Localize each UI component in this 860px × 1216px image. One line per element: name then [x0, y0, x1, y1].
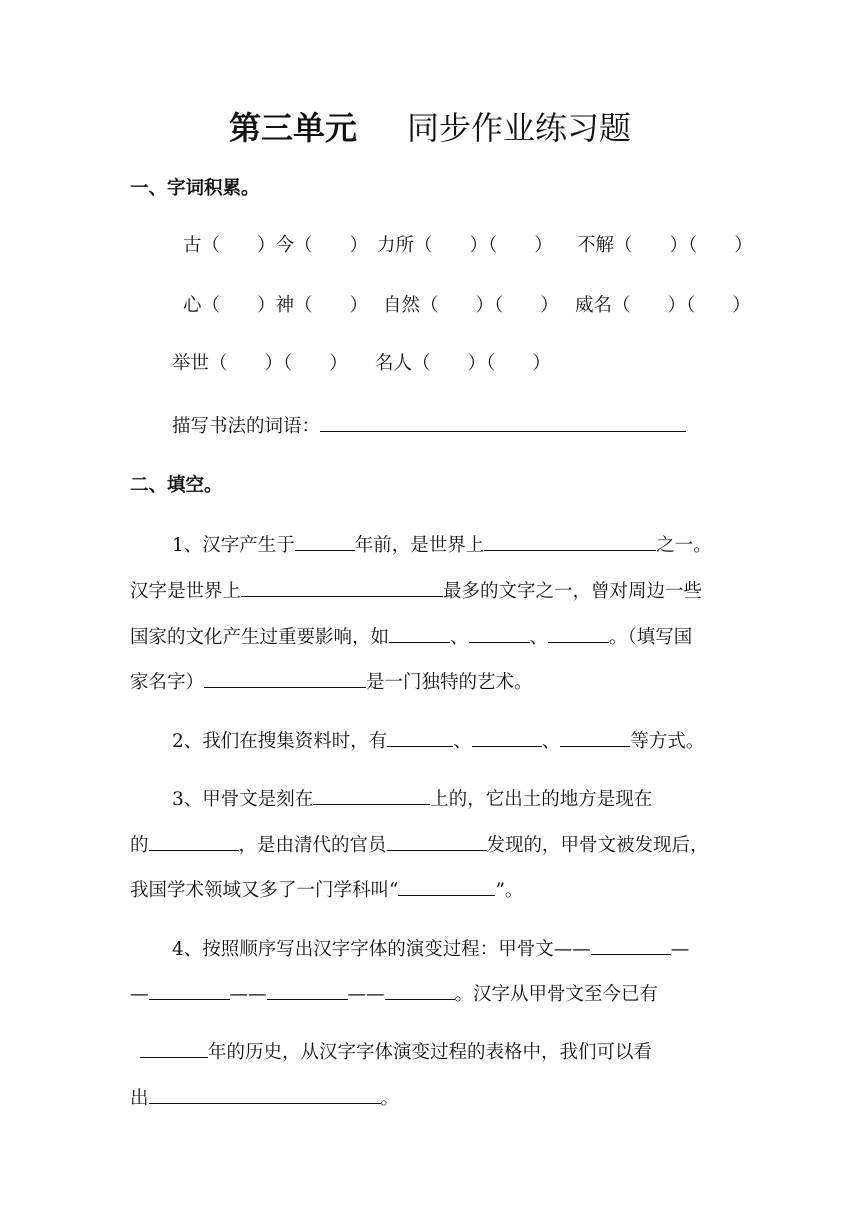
q1-text: 、: [529, 627, 549, 648]
answer-blank[interactable]: [387, 727, 453, 747]
q3-line2: [130, 831, 709, 859]
q1-text: 。（填写国: [609, 627, 693, 648]
q1-text: 年前，是世界上: [354, 535, 485, 556]
q4-text: —: [670, 939, 690, 960]
q3-line1: [172, 785, 652, 813]
answer-blank[interactable]: [204, 668, 366, 688]
title-main: 第三单元: [228, 109, 357, 147]
q4-text: —: [130, 984, 149, 1005]
answer-blank[interactable]: [320, 412, 686, 432]
answer-blank[interactable]: [548, 623, 609, 643]
q3-text: 的: [130, 835, 149, 856]
q4-line3: [140, 1038, 652, 1066]
q4-line1: [172, 935, 689, 963]
answer-blank[interactable]: [385, 980, 455, 1000]
q1-line2: [130, 577, 702, 605]
answer-blank[interactable]: [560, 727, 630, 747]
q1-line3: [130, 623, 692, 651]
answer-blank[interactable]: [295, 531, 355, 551]
answer-blank[interactable]: [149, 1084, 381, 1104]
word-item: 不解（ ）（ ）: [577, 235, 753, 256]
answer-blank[interactable]: [241, 577, 443, 597]
word-item: 名人（ ）（ ）: [375, 353, 551, 374]
word-item: 心（ ）神（ ）: [183, 295, 369, 316]
answer-blank[interactable]: [398, 876, 495, 896]
word-item: 举世（ ）（ ）: [172, 353, 348, 374]
q4-line2: [130, 980, 658, 1008]
q1-text: 家名字）: [130, 672, 205, 693]
q1-text: 、: [450, 627, 469, 648]
q3-text: ，是由清代的官员: [238, 835, 387, 856]
calligraphy-line: [172, 412, 686, 440]
q4-line4: [130, 1084, 399, 1112]
answer-blank[interactable]: [472, 727, 542, 747]
page-title: [0, 108, 860, 148]
answer-blank[interactable]: [140, 1038, 208, 1058]
answer-blank[interactable]: [267, 980, 348, 1000]
section1-heading: 一、字词积累。: [130, 178, 260, 199]
q1-line4: [130, 668, 533, 696]
answer-blank[interactable]: [484, 531, 656, 551]
answer-blank[interactable]: [591, 935, 671, 955]
calligraphy-label: 描写书法的词语：: [172, 416, 321, 437]
answer-blank[interactable]: [389, 623, 450, 643]
answer-blank[interactable]: [149, 831, 239, 851]
word-item: 自然（ ）（ ）: [383, 295, 559, 316]
section2-heading: 二、填空。: [130, 475, 223, 496]
q1-text: 是一门独特的艺术。: [366, 672, 533, 693]
q4-text: 。汉字从甲骨文至今已有: [454, 984, 659, 1005]
q1-text: 1、汉字产生于: [172, 535, 295, 556]
q4-text: ——: [229, 984, 267, 1005]
q1-text: 汉字是世界上: [130, 581, 242, 602]
word-item: 古（ ）今（ ）: [183, 235, 369, 256]
q1-line1: [172, 531, 712, 559]
answer-blank[interactable]: [469, 623, 530, 643]
q4-text: ——: [347, 984, 385, 1005]
q4-text: 年的历史，从汉字字体演变过程的表格中，我们可以看: [208, 1042, 653, 1063]
q1-text: 最多的文字之一，曾对周边一些: [443, 581, 703, 602]
q3-text: 发现的，甲骨文被发现后，: [486, 835, 709, 856]
q4-text: 。: [380, 1088, 400, 1109]
q1-text: 之一。: [656, 535, 712, 556]
answer-blank[interactable]: [387, 831, 487, 851]
q3-text: 我国学术领域又多了一门学科叫“: [130, 880, 399, 901]
answer-blank[interactable]: [313, 785, 430, 805]
title-sub: 同步作业练习题: [407, 109, 632, 147]
q2-text: 等方式。: [630, 731, 705, 752]
q3-text: ”。: [495, 880, 524, 901]
q3-text: 上的，它出土的地方是现在: [430, 789, 653, 810]
q2-line: [172, 727, 704, 755]
q1-text: 国家的文化产生过重要影响，如: [130, 627, 390, 648]
q2-text: 2、我们在搜集资料时，有: [172, 731, 388, 752]
q4-text: 4、按照顺序写出汉字字体的演变过程：甲骨文——: [172, 939, 591, 960]
q3-line3: [130, 876, 523, 904]
q2-text: 、: [541, 731, 561, 752]
q2-text: 、: [453, 731, 472, 752]
word-item: 力所（ ）（ ）: [377, 235, 553, 256]
q4-text: 出: [130, 1088, 149, 1109]
answer-blank[interactable]: [149, 980, 230, 1000]
q3-text: 3、甲骨文是刻在: [172, 789, 314, 810]
word-item: 威名（ ）（ ）: [575, 295, 751, 316]
